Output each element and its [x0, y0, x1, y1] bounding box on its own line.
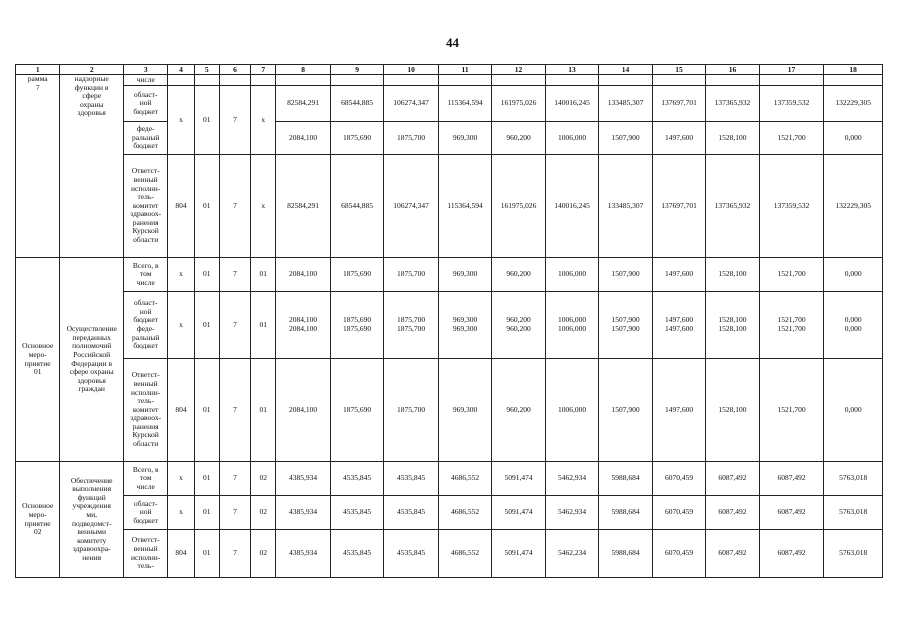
- value-cell: 4535,845: [330, 530, 383, 578]
- source-cell: Ответст- венный исполни- тель- комитет здравоох- ранения Курской области: [123, 155, 167, 258]
- column-header: 4: [168, 65, 194, 75]
- value-bottom: 1497,600: [664, 324, 694, 333]
- value-cell: 1497,600: [652, 359, 705, 462]
- code-cell: 01: [251, 292, 276, 359]
- value-top: 1875,690: [343, 315, 372, 325]
- value-cell: 161975,026: [492, 155, 545, 258]
- value-cell: 5091,474: [492, 530, 545, 578]
- value-cell: 0,000: [824, 258, 883, 292]
- value-top: 1875,700: [397, 315, 426, 325]
- table-row: [16, 292, 883, 359]
- code-cell: 804: [168, 530, 194, 578]
- value-cell: 161975,026: [492, 86, 545, 122]
- code-cell: 02: [251, 530, 276, 578]
- value-cell: 6087,492: [706, 496, 759, 530]
- value-cell: 5462,234: [545, 530, 598, 578]
- table-row: [16, 359, 883, 462]
- code-cell: 01: [194, 155, 219, 258]
- value-cell: 1528,100: [706, 122, 759, 155]
- column-header: 6: [219, 65, 250, 75]
- value-cell: 0,000: [824, 359, 883, 462]
- value-cell: 1875,700: [384, 258, 439, 292]
- value-cell: 1875,690: [330, 359, 383, 462]
- value-cell: 6070,459: [652, 530, 705, 578]
- value-cell: 140016,245: [545, 86, 598, 122]
- value-cell: 1875,690: [330, 258, 383, 292]
- table-row: [16, 496, 883, 530]
- value-cell-pair: [276, 292, 331, 359]
- value-cell: 133485,307: [599, 86, 652, 122]
- value-cell: 68544,885: [330, 86, 383, 122]
- value-cell: 6087,492: [759, 530, 824, 578]
- value-cell: 6087,492: [759, 496, 824, 530]
- code-cell: 01: [194, 86, 219, 155]
- value-cell: 137697,701: [652, 155, 705, 258]
- table-row: [16, 155, 883, 258]
- value-cell: 1507,900: [599, 258, 652, 292]
- header-row: [16, 65, 883, 75]
- value-cell: 5462,934: [545, 462, 598, 496]
- table-row: [16, 86, 883, 122]
- code-cell: х: [168, 496, 194, 530]
- measure-name: Обеспечение выполнения функций учреждения ми, подведомст- венными комитету здравоохра- нения: [60, 462, 124, 578]
- column-header: 11: [438, 65, 491, 75]
- measure-label: Основное меро- приятие 02: [16, 462, 60, 578]
- table-row: [16, 122, 883, 155]
- column-header: 7: [251, 65, 276, 75]
- source-cell: Ответст- венный исполни- тель- комитет здравоох- ранения Курской области: [123, 359, 167, 462]
- code-cell: 01: [194, 496, 219, 530]
- value-cell: 4686,552: [438, 530, 491, 578]
- column-header: 16: [706, 65, 759, 75]
- measure-label: Основное меро- приятие 01: [16, 258, 60, 462]
- value-cell: 1875,690: [330, 122, 383, 155]
- value-cell: 5763,018: [824, 530, 883, 578]
- value-cell: 137697,701: [652, 86, 705, 122]
- value-cell: 6087,492: [706, 462, 759, 496]
- value-cell-pair: [759, 292, 824, 359]
- value-top: 2084,100: [289, 315, 318, 325]
- value-cell: 5091,474: [492, 496, 545, 530]
- value-cell: 4385,934: [276, 496, 331, 530]
- value-cell-pair: [330, 292, 383, 359]
- code-cell: 01: [194, 530, 219, 578]
- value-cell: 132229,305: [824, 155, 883, 258]
- value-top: 1521,700: [777, 315, 806, 325]
- source-cell: числе: [123, 75, 167, 86]
- code-cell: х: [168, 86, 194, 155]
- code-cell: 7: [219, 496, 250, 530]
- value-top: 0,000: [844, 315, 862, 325]
- value-cell: 5988,684: [599, 496, 652, 530]
- value-cell: 1521,700: [759, 122, 824, 155]
- value-bottom: 0,000: [844, 324, 862, 333]
- value-cell: 82584,291: [276, 155, 331, 258]
- value-cell: 140016,245: [545, 155, 598, 258]
- value-cell: 115364,594: [438, 86, 491, 122]
- value-cell-pair: [652, 292, 705, 359]
- source-cell: Всего, в том числе: [123, 258, 167, 292]
- value-cell: 4535,845: [330, 462, 383, 496]
- value-cell: 4535,845: [330, 496, 383, 530]
- value-cell: 5763,018: [824, 496, 883, 530]
- value-cell: 5988,684: [599, 530, 652, 578]
- value-top: 969,300: [452, 315, 478, 325]
- code-cell: 01: [194, 292, 219, 359]
- value-cell: 1528,100: [706, 258, 759, 292]
- column-header: 1: [16, 65, 60, 75]
- code-cell: 01: [251, 258, 276, 292]
- value-cell: 1875,700: [384, 359, 439, 462]
- code-cell: 804: [168, 155, 194, 258]
- code-cell: 02: [251, 496, 276, 530]
- value-cell: 2084,100: [276, 359, 331, 462]
- value-cell: 4385,934: [276, 462, 331, 496]
- value-cell: 1521,700: [759, 359, 824, 462]
- value-cell: 6070,459: [652, 496, 705, 530]
- value-cell: 5988,684: [599, 462, 652, 496]
- value-bottom: 1875,690: [343, 324, 372, 333]
- value-cell: 5462,934: [545, 496, 598, 530]
- value-bottom: 1521,700: [777, 324, 806, 333]
- code-cell: 02: [251, 462, 276, 496]
- code-cell: 7: [219, 359, 250, 462]
- value-cell: 4535,845: [384, 462, 439, 496]
- value-bottom: 1507,900: [611, 324, 640, 333]
- value-cell: 960,200: [492, 258, 545, 292]
- value-cell: 4686,552: [438, 496, 491, 530]
- value-top: 1497,600: [664, 315, 694, 325]
- program-name: надзорные функции в сфере охраны здоровья: [60, 75, 124, 258]
- code-cell: 01: [251, 359, 276, 462]
- value-cell-pair: [824, 292, 883, 359]
- value-cell: 6087,492: [759, 462, 824, 496]
- value-top: 960,200: [506, 315, 531, 325]
- budget-table: [15, 64, 883, 578]
- column-header: 17: [759, 65, 824, 75]
- value-cell-pair: [438, 292, 491, 359]
- value-cell-pair: [706, 292, 759, 359]
- value-top: 1528,100: [718, 315, 747, 325]
- page-number: 44: [446, 35, 459, 50]
- value-cell: 969,300: [438, 258, 491, 292]
- column-header: 8: [276, 65, 331, 75]
- value-cell: 1006,000: [545, 122, 598, 155]
- value-cell: 4535,845: [384, 496, 439, 530]
- table-row: [16, 258, 883, 292]
- value-cell: 2084,100: [276, 258, 331, 292]
- code-cell: х: [168, 258, 194, 292]
- code-cell: 7: [219, 258, 250, 292]
- measure-name: Осуществление переданных полномочий Российской Федерации в сфере охраны здоровья граждан: [60, 258, 124, 462]
- value-cell: 1006,000: [545, 258, 598, 292]
- value-cell: 68544,885: [330, 155, 383, 258]
- value-top: 1507,900: [611, 315, 640, 325]
- value-bottom: 1006,000: [557, 324, 587, 333]
- value-cell: 969,300: [438, 359, 491, 462]
- value-cell: 969,300: [438, 122, 491, 155]
- code-cell: 01: [194, 258, 219, 292]
- value-cell: 6087,492: [706, 530, 759, 578]
- value-cell: 1006,000: [545, 359, 598, 462]
- value-cell: 133485,307: [599, 155, 652, 258]
- column-header: 9: [330, 65, 383, 75]
- value-bottom: 1528,100: [718, 324, 747, 333]
- column-header: 14: [599, 65, 652, 75]
- value-cell-pair: [599, 292, 652, 359]
- column-header: 5: [194, 65, 219, 75]
- value-cell-pair: [545, 292, 598, 359]
- code-cell: х: [168, 292, 194, 359]
- value-cell: 115364,594: [438, 155, 491, 258]
- value-bottom: 1875,700: [397, 324, 426, 333]
- code-cell: 7: [219, 462, 250, 496]
- column-header: 13: [545, 65, 598, 75]
- source-cell: феде- ральный бюджет: [123, 122, 167, 155]
- value-cell: 5763,018: [824, 462, 883, 496]
- column-header: 10: [384, 65, 439, 75]
- value-cell-pair: [492, 292, 545, 359]
- value-cell: 960,200: [492, 359, 545, 462]
- column-header: 18: [824, 65, 883, 75]
- value-cell: 6070,459: [652, 462, 705, 496]
- program-label: рамма 7: [16, 75, 60, 258]
- value-cell: 137359,532: [759, 155, 824, 258]
- code-cell: 01: [194, 462, 219, 496]
- value-cell: 960,200: [492, 122, 545, 155]
- value-cell: 106274,347: [384, 86, 439, 122]
- code-cell: 7: [219, 155, 250, 258]
- code-cell: х: [251, 86, 276, 155]
- value-cell: 2084,100: [276, 122, 331, 155]
- value-cell: 1521,700: [759, 258, 824, 292]
- column-header: 15: [652, 65, 705, 75]
- value-cell: 82584,291: [276, 86, 331, 122]
- value-cell: 1507,900: [599, 359, 652, 462]
- value-cell: 132229,305: [824, 86, 883, 122]
- column-header: 2: [60, 65, 124, 75]
- value-cell: 137365,932: [706, 86, 759, 122]
- value-cell: 1875,700: [384, 122, 439, 155]
- value-bottom: 969,300: [452, 324, 478, 333]
- value-cell: 4686,552: [438, 462, 491, 496]
- value-cell: 4385,934: [276, 530, 331, 578]
- table-row: [16, 530, 883, 578]
- code-cell: 7: [219, 86, 250, 155]
- source-cell: област- ной бюджет феде- ральный бюджет: [123, 292, 167, 359]
- value-cell: 1528,100: [706, 359, 759, 462]
- value-cell: 1497,600: [652, 258, 705, 292]
- table-row: [16, 462, 883, 496]
- value-cell: 137359,532: [759, 86, 824, 122]
- source-cell: област- ной бюджет: [123, 86, 167, 122]
- code-cell: х: [168, 462, 194, 496]
- code-cell: 7: [219, 292, 250, 359]
- value-cell: 4535,845: [384, 530, 439, 578]
- value-cell: 1497,600: [652, 122, 705, 155]
- value-cell: 1507,900: [599, 122, 652, 155]
- code-cell: 7: [219, 530, 250, 578]
- value-cell: 137365,932: [706, 155, 759, 258]
- table-row: [16, 75, 883, 86]
- source-cell: Ответст- венный исполни- тель-: [123, 530, 167, 578]
- value-cell: 5091,474: [492, 462, 545, 496]
- source-cell: Всего, в том числе: [123, 462, 167, 496]
- column-header: 12: [492, 65, 545, 75]
- code-cell: 804: [168, 359, 194, 462]
- code-cell: 01: [194, 359, 219, 462]
- value-cell: 0,000: [824, 122, 883, 155]
- code-cell: х: [251, 155, 276, 258]
- value-cell: 106274,347: [384, 155, 439, 258]
- value-bottom: 960,200: [506, 324, 531, 333]
- value-bottom: 2084,100: [289, 324, 318, 333]
- value-cell-pair: [384, 292, 439, 359]
- source-cell: област- ной бюджет: [123, 496, 167, 530]
- column-header: 3: [123, 65, 167, 75]
- value-top: 1006,000: [557, 315, 587, 325]
